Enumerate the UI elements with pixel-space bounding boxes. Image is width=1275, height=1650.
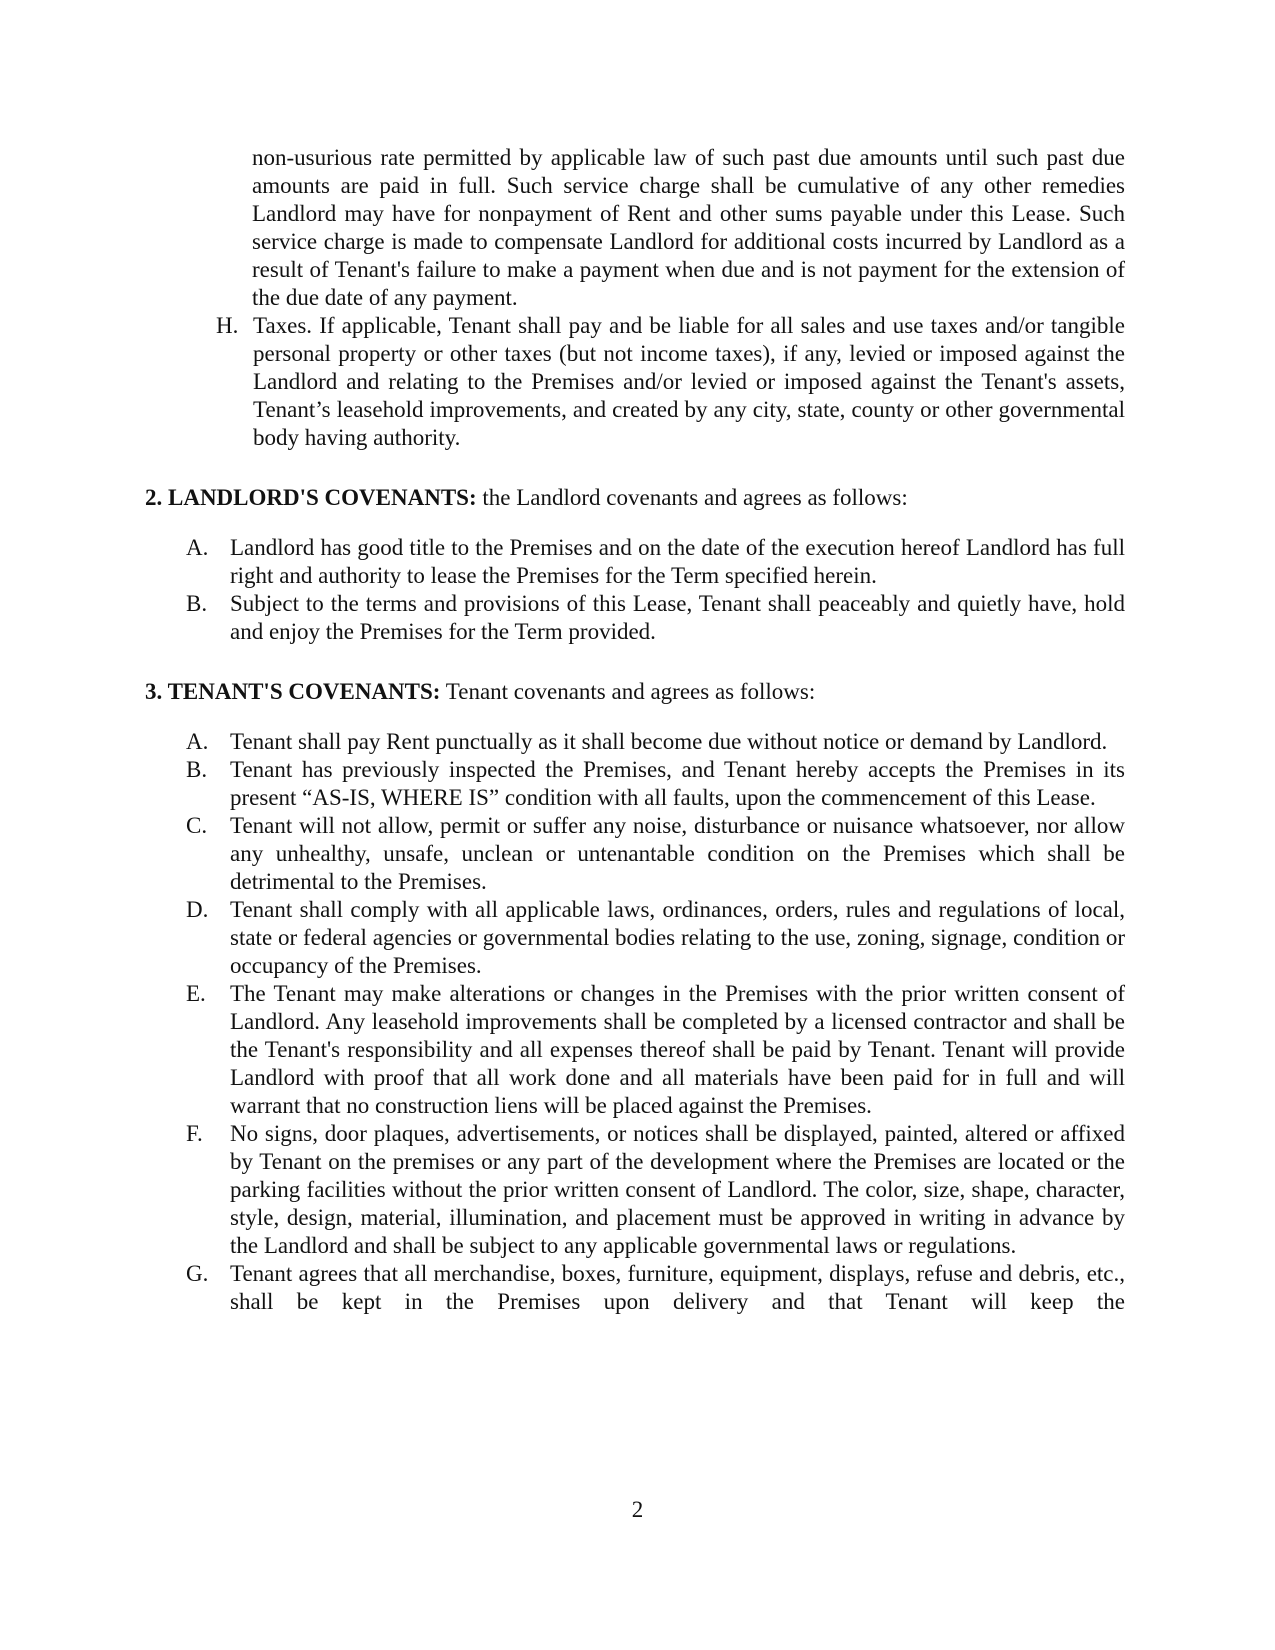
continuation-paragraph — [252, 144, 1125, 312]
section-heading-rest: Tenant covenants and agrees as follows: — [440, 679, 816, 704]
list-item-3f — [145, 1120, 1125, 1260]
section-heading-landlords-covenants — [145, 484, 1125, 512]
list-item-2b — [145, 590, 1125, 646]
section-heading-tenants-covenants — [145, 678, 1125, 706]
item-text: Tenant has previously inspected the Premises, and Tenant hereby accepts the Premises in its present “AS-IS, WHERE IS” condition with all faults, upon the commencement of this Lease. — [230, 757, 1125, 810]
item-text: Landlord has good title to the Premises and on the date of the execution hereof Landlord has full right and authority to lease the Premises for the Term specified herein. — [230, 535, 1125, 588]
item-text: Tenant shall pay Rent punctually as it shall become due without notice or demand by Landlord. — [230, 729, 1108, 754]
item-text: No signs, door plaques, advertisements, or notices shall be displayed, painted, altered or affixed by Tenant on the premises or any part of the development where the Premises are located or the parking facilities without the prior written consent of Landlord. The color, size, shape, character, style, design, material, illumination, and placement must be approved in writing in advance by the Landlord and shall be subject to any applicable governmental laws or regulations. — [230, 1121, 1125, 1258]
item-label: B. — [186, 757, 208, 782]
item-text: Tenant will not allow, permit or suffer any noise, disturbance or nuisance whatsoever, nor allow any unhealthy, unsafe, unclean or untenantable condition on the Premises which shall be detrimental to the Premises. — [230, 813, 1125, 894]
list-item-2a — [145, 534, 1125, 590]
list-item-3a — [145, 728, 1125, 756]
item-label: A. — [186, 729, 209, 754]
item-text: Taxes. If applicable, Tenant shall pay and be liable for all sales and use taxes and/or tangible personal property or other taxes (but not income taxes), if any, levied or imposed against the Landlord and relating to the Premises and/or levied or imposed against the Tenant's assets, Tenant’s leasehold improvements, and created by any city, state, county or other governmental body having authority. — [253, 313, 1125, 450]
item-label: C. — [186, 813, 208, 838]
item-text: Subject to the terms and provisions of this Lease, Tenant shall peaceably and quietly have, hold and enjoy the Premises for the Term provided. — [230, 591, 1125, 644]
page-footer — [0, 1496, 1275, 1524]
item-label: D. — [186, 897, 209, 922]
item-label: A. — [186, 535, 209, 560]
list-item-3d — [145, 896, 1125, 980]
section-heading-title: 3. TENANT'S COVENANTS: — [145, 679, 441, 704]
item-label: G. — [186, 1261, 209, 1286]
section-heading-title: 2. LANDLORD'S COVENANTS: — [145, 485, 477, 510]
item-label: F. — [186, 1121, 203, 1146]
list-item-3b — [145, 756, 1125, 812]
item-label: B. — [186, 591, 208, 616]
list-item-3e — [145, 980, 1125, 1120]
item-label: E. — [186, 981, 206, 1006]
document-content — [145, 144, 1125, 1316]
list-item-3c — [145, 812, 1125, 896]
item-label: H. — [216, 313, 239, 338]
page-number: 2 — [631, 1497, 644, 1522]
list-item-3g — [145, 1260, 1125, 1316]
item-text: Tenant agrees that all merchandise, boxes, furniture, equipment, displays, refuse and debris, etc., shall be kept in the Premises upon delivery and that Tenant will keep the — [230, 1261, 1125, 1314]
list-item-h — [145, 312, 1125, 452]
paragraph-text: non-usurious rate permitted by applicable law of such past due amounts until such past due amounts are paid in full. Such service charge shall be cumulative of any other remedies Landlord may have for nonpayment of Rent and other sums payable under this Lease. Such service charge is made to compensate Landlord for additional costs incurred by Landlord as a result of Tenant's failure to make a payment when due and is not payment for the extension of the due date of any payment. — [252, 145, 1125, 310]
item-text: The Tenant may make alterations or changes in the Premises with the prior written consent of Landlord. Any leasehold improvements shall be completed by a licensed contractor and shall be the Tenant's responsibility and all expenses thereof shall be paid by Tenant. Tenant will provide Landlord with proof that all work done and all materials have been paid for in full and will warrant that no construction liens will be placed against the Premises. — [230, 981, 1125, 1118]
item-text: Tenant shall comply with all applicable laws, ordinances, orders, rules and regulations of local, state or federal agencies or governmental bodies relating to the use, zoning, signage, condition or occupancy of the Premises. — [230, 897, 1125, 978]
section-heading-rest: the Landlord covenants and agrees as follows: — [476, 485, 908, 510]
